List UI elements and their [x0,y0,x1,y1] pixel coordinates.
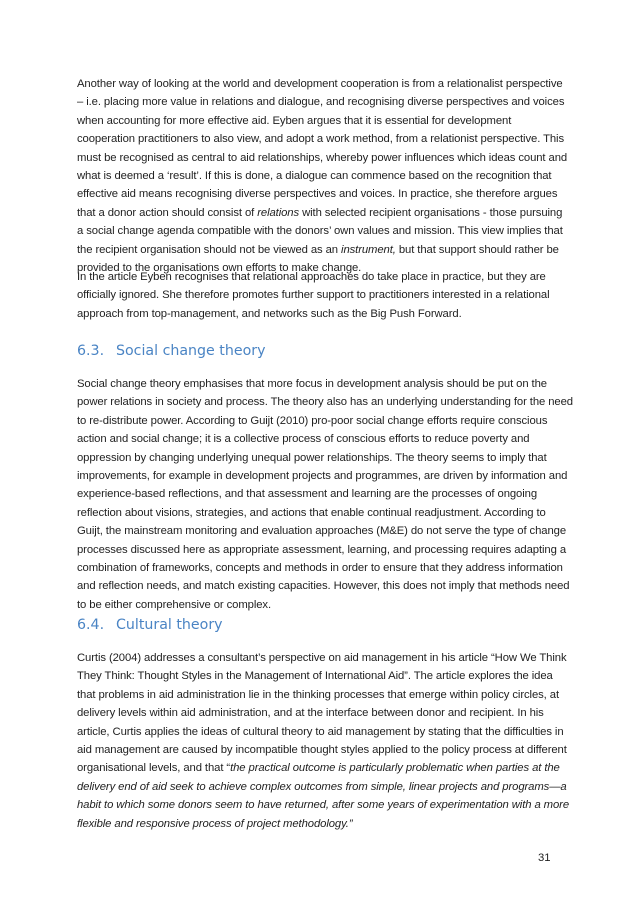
text-line: Social change theory emphasises that more focus in development analysis should be put on the [77,378,547,390]
text-run: but that support should rather be [395,243,559,256]
section-number: 6.3. [77,343,105,359]
paragraph-cultural-theory [77,649,570,833]
emphasis-relations: relations [257,206,300,219]
text-line: what is deemed a ‘result’. If this is done, a dialogue can commence based on the recognition that [77,170,552,183]
quote-line: flexible and responsive process of project methodology.” [77,817,353,830]
text-line: experience-based reflections, and that assessment and learning are the processes of ongoing [77,488,538,501]
text-line: cooperation practitioners to also view, and adopt a work method, from a relationist perspective. This [77,133,565,146]
paragraph-social-change-theory [77,375,573,614]
text-line: that problems in aid administration lie in the thinking processes that emerge within policy circles, at [77,688,559,701]
text-line: aid management are caused by incompatible thought styles applied to the policy process at different [77,744,567,757]
paragraph-relationalist [77,75,568,277]
text-line: must be recognised as central to aid relationships, whereby power influences which ideas count and [77,151,568,164]
text-line: improvements, for example in development projects and programmes, are driven by information and [77,470,568,483]
text-line: They Think: Thought Styles in the Management of International Aid”. The article explores the idea [77,670,553,683]
text-line: to re-distribute power. According to Guijt (2010) pro-poor social change efforts require conscious [77,414,548,427]
text-line: when accounting for more effective aid. Eyben argues that it is essential for development [77,114,512,127]
text-line: article, Curtis applies the ideas of cultural theory to aid management by stating that the difficulties in [77,725,564,738]
text-line: and reflection needs, and match existing capacities. However, this does not imply that methods need [77,580,570,593]
text-run: that a donor action should consist of [77,206,258,219]
text-line: In the article Eyben recognises that relational approaches do take place in practice, but they are [77,271,546,283]
quote-line: habit to which some donors seem to have returned, after some years of experimentation with a more [77,799,570,812]
text-line [77,759,562,777]
text-line: combination of frameworks, concepts and methods in order to ensure that they address information [77,562,563,575]
text-line: processes discussed here as appropriate assessment, learning, and processing requires adapting a [77,543,567,556]
text-line: delivery levels within aid administration, and at the interface between donor and recipient. In his [77,707,544,720]
emphasis-instrument: instrument, [341,243,396,256]
text-line [77,241,562,259]
quote-line: delivery end of aid seek to achieve complex outcomes from simple, linear projects and programs—a [77,780,567,793]
text-line: Another way of looking at the world and development cooperation is from a relationalist perspective [77,78,563,90]
text-line: Curtis (2004) addresses a consultant’s perspective on aid management in his article “How We Think [77,652,567,664]
text-line: Guijt, the mainstream monitoring and evaluation approaches (M&E) do not serve the type of change [77,525,566,538]
page-number: 31 [538,852,551,864]
text-line: power relations in society and process. The theory also has an underlying understanding for the need [77,396,573,409]
text-line: a social change agenda compatible with the donors’ own values and mission. This view implies that [77,225,563,238]
section-heading-social-change-theory [77,343,266,359]
text-line: effective aid means recognising diverse perspectives and voices. In practice, she therefore argues [77,188,558,201]
paragraph-eyben-article [77,268,562,323]
section-title: Social change theory [116,343,266,359]
text-line: – i.e. placing more value in relations and dialogue, and recognising diverse perspectives and voices [77,96,565,109]
quote-emphasis: the practical outcome is particularly problematic when parties at the [230,762,560,775]
text-run: the recipient organisation should not be viewed as an [77,243,342,256]
text-line: oppression by changing underlying unequal power relationships. The theory seems to imply that [77,451,547,464]
text-line: action and social change; it is a collective process of conscious efforts to reduce poverty and [77,433,530,446]
text-line: approach from top-management, and networks such as the Big Push Forward. [77,307,462,320]
text-line: provided to the organisations own efforts to make change. [77,262,362,275]
section-number: 6.4. [77,617,105,633]
section-title: Cultural theory [116,617,223,633]
text-run: organisational levels, and that “ [77,762,231,775]
text-line: reflection about visions, strategies, and actions that enable continual readjustment. According to [77,506,546,519]
text-run: with selected recipient organisations - those pursuing [299,206,563,219]
section-heading-cultural-theory [77,617,223,633]
text-line: officially ignored. She therefore promotes further support to practitioners interested in a relational [77,289,550,302]
text-line: to be either comprehensive or complex. [77,598,271,611]
text-line [77,204,562,222]
